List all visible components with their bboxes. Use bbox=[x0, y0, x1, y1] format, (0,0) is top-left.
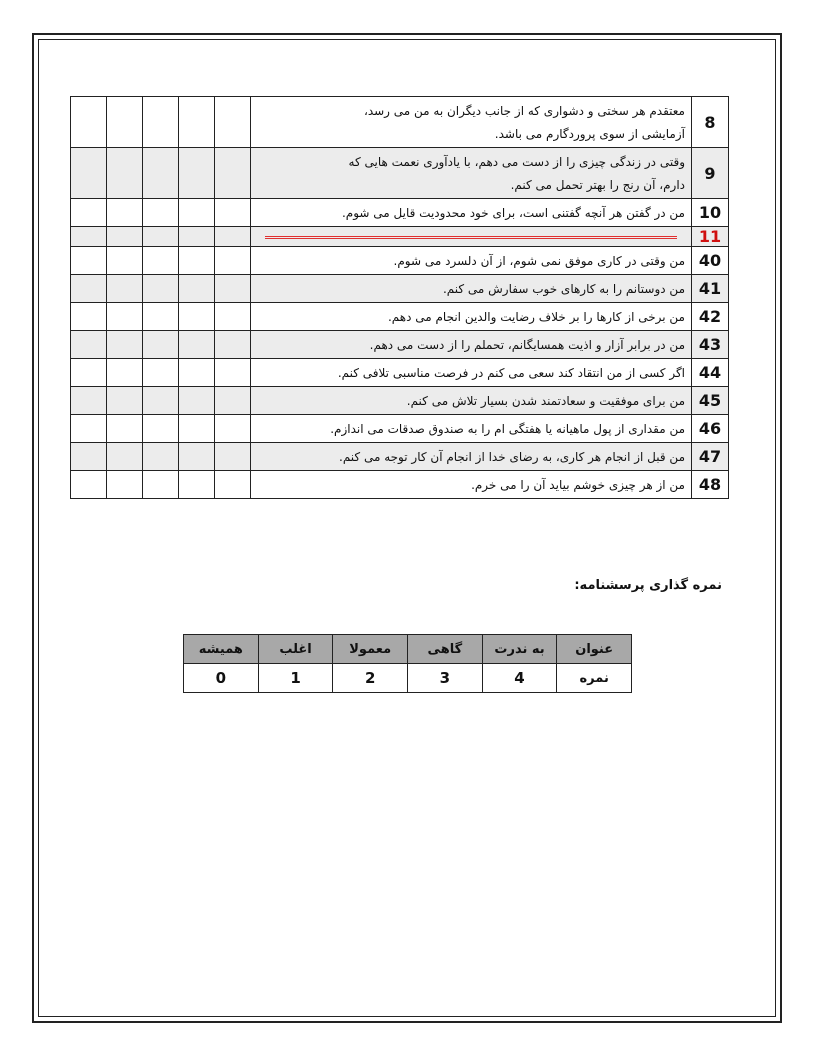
question-text bbox=[251, 199, 692, 227]
scoring-score-label: نمره bbox=[557, 664, 632, 693]
scoring-option-label: اغلب bbox=[258, 635, 333, 664]
scoring-option-label: همیشه bbox=[184, 635, 259, 664]
question-text-line: من قبل از انجام هر کاری، به رضای خدا از انجام آن کار توجه می کنم. bbox=[339, 450, 685, 464]
answer-cell[interactable] bbox=[215, 247, 251, 275]
answer-cell[interactable] bbox=[71, 331, 107, 359]
answer-cell[interactable] bbox=[179, 275, 215, 303]
answer-cell[interactable] bbox=[143, 275, 179, 303]
scoring-title-label: عنوان bbox=[557, 635, 632, 664]
answer-cell[interactable] bbox=[107, 227, 143, 247]
answer-cell[interactable] bbox=[71, 247, 107, 275]
question-number: 43 bbox=[692, 331, 729, 359]
question-text-line: من در برابر آزار و اذیت همسایگانم، تحملم را از دست می دهم. bbox=[369, 338, 685, 352]
answer-cell[interactable] bbox=[179, 471, 215, 499]
question-text-line: من از هر چیزی خوشم بیاید آن را می خرم. bbox=[471, 478, 685, 492]
answer-cell[interactable] bbox=[179, 387, 215, 415]
question-number: 45 bbox=[692, 387, 729, 415]
question-number: 47 bbox=[692, 443, 729, 471]
answer-cell[interactable] bbox=[215, 303, 251, 331]
question-row bbox=[71, 275, 729, 303]
answer-cell[interactable] bbox=[143, 415, 179, 443]
answer-cell[interactable] bbox=[215, 443, 251, 471]
answer-cell[interactable] bbox=[179, 227, 215, 247]
scoring-header-row bbox=[184, 635, 632, 664]
question-row bbox=[71, 387, 729, 415]
question-text bbox=[251, 359, 692, 387]
question-text-line: من برخی از کارها را بر خلاف رضایت والدین انجام می دهم. bbox=[387, 310, 685, 324]
question-row bbox=[71, 148, 729, 199]
answer-cell[interactable] bbox=[143, 471, 179, 499]
answer-cell[interactable] bbox=[179, 303, 215, 331]
question-row bbox=[71, 247, 729, 275]
answer-cell[interactable] bbox=[179, 199, 215, 227]
answer-cell[interactable] bbox=[215, 275, 251, 303]
answer-cell[interactable] bbox=[143, 359, 179, 387]
question-text bbox=[251, 275, 692, 303]
question-text bbox=[251, 148, 692, 199]
question-row bbox=[71, 471, 729, 499]
question-number: 42 bbox=[692, 303, 729, 331]
answer-cell[interactable] bbox=[107, 415, 143, 443]
answer-cell[interactable] bbox=[143, 387, 179, 415]
answer-cell[interactable] bbox=[71, 148, 107, 199]
question-text-line: اگر کسی از من انتقاد کند سعی می کنم در فرصت مناسبی تلافی کنم. bbox=[337, 366, 685, 380]
question-text-line: معتقدم هر سختی و دشواری که از جانب دیگران به من می رسد، bbox=[363, 104, 685, 118]
answer-cell[interactable] bbox=[179, 415, 215, 443]
question-text bbox=[251, 247, 692, 275]
answer-cell[interactable] bbox=[215, 331, 251, 359]
question-number: 44 bbox=[692, 359, 729, 387]
question-number: 48 bbox=[692, 471, 729, 499]
answer-cell[interactable] bbox=[107, 387, 143, 415]
question-number: 8 bbox=[692, 97, 729, 148]
answer-cell[interactable] bbox=[215, 199, 251, 227]
question-text bbox=[251, 443, 692, 471]
question-number: 41 bbox=[692, 275, 729, 303]
scoring-option-label: گاهی bbox=[408, 635, 483, 664]
question-text bbox=[251, 227, 692, 247]
scoring-score-value: 0 bbox=[184, 664, 259, 693]
answer-cell[interactable] bbox=[143, 303, 179, 331]
answer-cell[interactable] bbox=[179, 97, 215, 148]
answer-cell[interactable] bbox=[71, 471, 107, 499]
question-text bbox=[251, 97, 692, 148]
question-text-line: من برای موفقیت و سعادتمند شدن بسیار تلاش می کنم. bbox=[406, 394, 685, 408]
question-number: 10 bbox=[692, 199, 729, 227]
question-number: 9 bbox=[692, 148, 729, 199]
answer-cell[interactable] bbox=[215, 415, 251, 443]
answer-cell[interactable] bbox=[179, 247, 215, 275]
question-number: 11 bbox=[692, 227, 729, 247]
question-text-line: من مقداری از پول ماهیانه یا هفتگی ام را به صندوق صدقات می اندازم. bbox=[330, 422, 685, 436]
answer-cell[interactable] bbox=[71, 199, 107, 227]
answer-cell[interactable] bbox=[143, 247, 179, 275]
scoring-score-value: 1 bbox=[258, 664, 333, 693]
scoring-option-label: به ندرت bbox=[482, 635, 557, 664]
answer-cell[interactable] bbox=[71, 97, 107, 148]
omitted-rows-separator bbox=[265, 236, 677, 239]
answer-cell[interactable] bbox=[215, 387, 251, 415]
answer-cell[interactable] bbox=[143, 148, 179, 199]
scoring-heading: نمره گذاری پرسشنامه: bbox=[574, 578, 722, 593]
question-text bbox=[251, 415, 692, 443]
answer-cell[interactable] bbox=[215, 97, 251, 148]
questionnaire-table bbox=[70, 96, 729, 499]
question-row bbox=[71, 359, 729, 387]
question-text-line: من در گفتن هر آنچه گفتنی است، برای خود محدودیت قایل می شوم. bbox=[341, 206, 685, 220]
answer-cell[interactable] bbox=[107, 471, 143, 499]
question-row bbox=[71, 97, 729, 148]
question-text bbox=[251, 471, 692, 499]
answer-cell[interactable] bbox=[179, 443, 215, 471]
answer-cell[interactable] bbox=[143, 199, 179, 227]
question-text-line: وقتی در زندگی چیزی را از دست می دهم، با یادآوری نعمت هایی که bbox=[348, 155, 685, 169]
question-text-line: من وقتی در کاری موفق نمی شوم، از آن دلسرد می شوم. bbox=[393, 254, 685, 268]
answer-cell[interactable] bbox=[107, 303, 143, 331]
answer-cell[interactable] bbox=[71, 303, 107, 331]
scoring-option-label: معمولا bbox=[333, 635, 408, 664]
question-text bbox=[251, 331, 692, 359]
question-row bbox=[71, 199, 729, 227]
answer-cell[interactable] bbox=[143, 443, 179, 471]
question-text bbox=[251, 303, 692, 331]
answer-cell[interactable] bbox=[143, 227, 179, 247]
question-row bbox=[71, 443, 729, 471]
answer-cell[interactable] bbox=[107, 331, 143, 359]
answer-cell[interactable] bbox=[71, 359, 107, 387]
answer-cell[interactable] bbox=[143, 97, 179, 148]
question-number: 46 bbox=[692, 415, 729, 443]
answer-cell[interactable] bbox=[71, 275, 107, 303]
answer-cell[interactable] bbox=[107, 148, 143, 199]
answer-cell[interactable] bbox=[71, 443, 107, 471]
answer-cell[interactable] bbox=[215, 359, 251, 387]
scoring-score-value: 4 bbox=[482, 664, 557, 693]
answer-cell[interactable] bbox=[107, 97, 143, 148]
answer-cell[interactable] bbox=[179, 331, 215, 359]
question-text-line: دارم، آن رنج را بهتر تحمل می کنم. bbox=[510, 178, 685, 192]
answer-cell[interactable] bbox=[107, 247, 143, 275]
answer-cell[interactable] bbox=[143, 331, 179, 359]
question-row bbox=[71, 415, 729, 443]
answer-cell[interactable] bbox=[179, 359, 215, 387]
question-number: 40 bbox=[692, 247, 729, 275]
scoring-score-value: 3 bbox=[408, 664, 483, 693]
answer-cell[interactable] bbox=[107, 275, 143, 303]
answer-cell[interactable] bbox=[107, 359, 143, 387]
answer-cell[interactable] bbox=[71, 227, 107, 247]
scoring-values-row bbox=[184, 664, 632, 693]
question-text bbox=[251, 387, 692, 415]
answer-cell[interactable] bbox=[71, 415, 107, 443]
answer-cell[interactable] bbox=[215, 227, 251, 247]
question-text-line: من دوستانم را به کارهای خوب سفارش می کنم. bbox=[442, 282, 685, 296]
scoring-score-value: 2 bbox=[333, 664, 408, 693]
answer-cell[interactable] bbox=[107, 199, 143, 227]
answer-cell[interactable] bbox=[107, 443, 143, 471]
question-text-line: آزمایشی از سوی پروردگارم می باشد. bbox=[494, 127, 685, 141]
answer-cell[interactable] bbox=[215, 471, 251, 499]
question-row bbox=[71, 227, 729, 247]
answer-cell[interactable] bbox=[215, 148, 251, 199]
question-row bbox=[71, 303, 729, 331]
question-row bbox=[71, 331, 729, 359]
answer-cell[interactable] bbox=[179, 148, 215, 199]
scoring-table bbox=[183, 634, 632, 693]
answer-cell[interactable] bbox=[71, 387, 107, 415]
